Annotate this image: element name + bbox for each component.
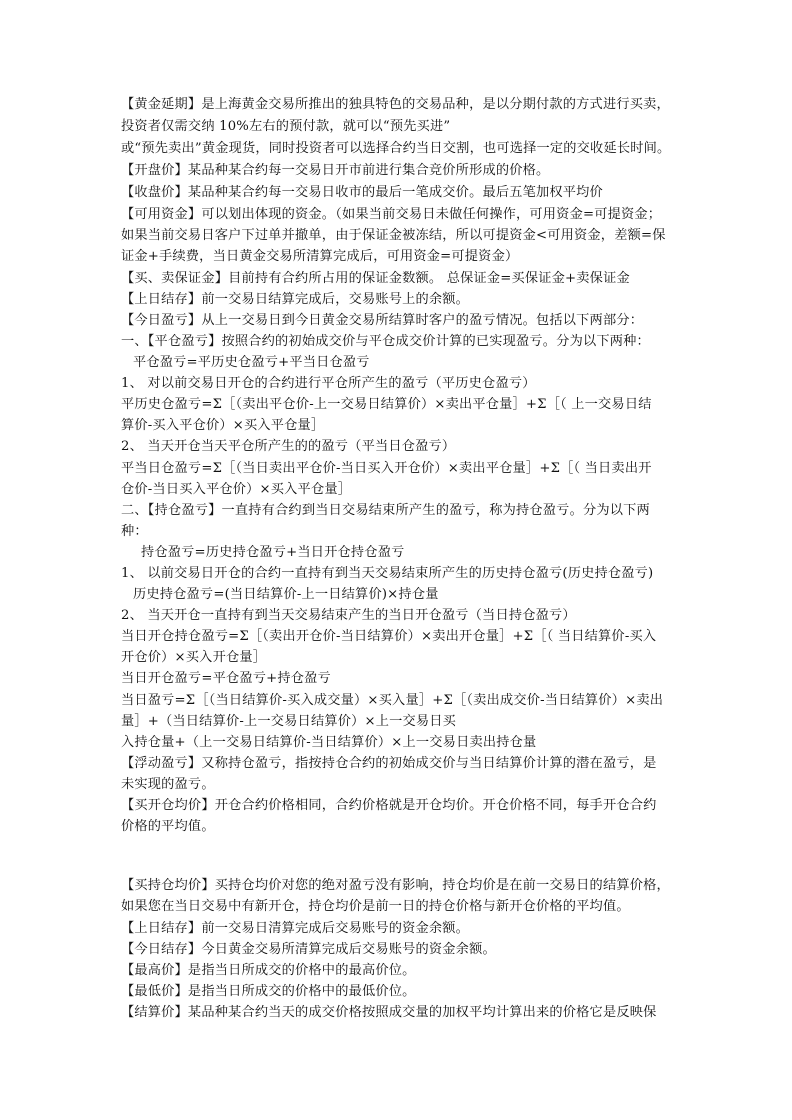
text-line: 二、【持仓盈亏】一直持有合约到当日交易结束所产生的盈亏，称为持仓盈亏。分为以下两 — [121, 503, 650, 518]
formula-line: 持仓盈亏=历史持仓盈亏+当日开仓持仓盈亏 — [141, 545, 405, 560]
formula-line: 平历史仓盈亏=Σ［（卖出平仓价-上一交易日结算价）×卖出平仓量］+Σ［（ 上一交易日结 — [121, 397, 652, 412]
text-line: 如果您在当日交易中有新开仓，持仓均价是前一日的持仓价格与新开仓价格的平均值。 — [121, 899, 630, 914]
text-line: 【上日结存】前一交易日清算完成后交易账号的资金余额。 — [121, 921, 470, 936]
text-line: 种： — [121, 524, 148, 539]
text-line: 1、 以前交易日开仓的合约一直持有到当天交易结束所产生的历史持仓盈亏(历史持仓盈亏) — [121, 566, 654, 581]
text-line: 如果当前交易日客户下过单并撤单，由于保证金被冻结，所以可提资金<可用资金，差额=保 — [121, 228, 666, 243]
formula-line: 当日开仓持仓盈亏=Σ［（卖出开仓价-当日结算价）×卖出开仓量］+Σ［（ 当日结算价-买入 — [121, 629, 657, 644]
text-line: 证金+手续费，当日黄金交易所清算完成后，可用资金=可提资金） — [121, 249, 519, 264]
text-line: 【今日盈亏】从上一交易日到今日黄金交易所结算时客户的盈亏情况。包括以下两部分： — [121, 313, 644, 328]
formula-line: 平当日仓盈亏=Σ［（当日卖出平仓价-当日买入开仓价）×卖出平仓量］+Σ［（ 当日卖出开 — [121, 461, 652, 476]
text-line: 价格的平均值。 — [121, 819, 215, 834]
formula-line: 当日盈亏=Σ［（当日结算价-买入成交量）×买入量］+Σ［（卖出成交价-当日结算价）×卖出 — [121, 693, 664, 708]
formula-line: 量］+（当日结算价-上一交易日结算价）×上一交易日买 — [121, 714, 457, 729]
text-line: 未实现的盈亏。 — [121, 777, 215, 792]
formula-line: 历史持仓盈亏=(当日结算价-上一日结算价)×持仓量 — [133, 587, 439, 602]
formula-line: 算价-买入平仓价）×买入平仓量］ — [121, 418, 325, 433]
text-line: 或“预先卖出”黄金现货，同时投资者可以选择合约当日交割，也可选择一定的交收延长时间。 — [121, 141, 671, 156]
text-line: 【可用资金】可以划出体现的资金。（如果当前交易日未做任何操作，可用资金=可提资金； — [121, 207, 662, 222]
text-line: 【开盘价】某品种某合约每一交易日开市前进行集合竞价所形成的价格。 — [121, 163, 550, 178]
text-line: 1、 对以前交易日开仓的合约进行平仓所产生的盈亏（平历史仓盈亏） — [121, 376, 536, 391]
text-line: 【买开仓均价】开仓合约价格相同，合约价格就是开仓均价。开仓价格不同，每手开仓合约 — [121, 798, 657, 813]
text-line: 一、【平仓盈亏】按照合约的初始成交价与平仓成交价计算的已实现盈亏。分为以下两种： — [121, 334, 650, 349]
text-line: 2、 当天开仓当天平仓所产生的的盈亏（平当日仓盈亏） — [121, 439, 456, 454]
text-line: 【最高价】是指当日所成交的价格中的最高价位。 — [121, 963, 416, 978]
text-line: 【买、卖保证金】目前持有合约所占用的保证金数额。 总保证金=买保证金+卖保证金 — [121, 271, 630, 286]
text-line: 【上日结存】前一交易日结算完成后，交易账号上的余额。 — [121, 292, 470, 307]
formula-line: 当日开仓盈亏=平仓盈亏+持仓盈亏 — [121, 671, 331, 686]
text-line: 【结算价】某品种某合约当天的成交价格按照成交量的加权平均计算出来的价格它是反映保 — [121, 1005, 657, 1020]
text-line: 【今日结存】今日黄金交易所清算完成后交易账号的资金余额。 — [121, 942, 496, 957]
formula-line: 开仓价）×买入开仓量］ — [121, 650, 267, 665]
formula-line: 平仓盈亏=平历史仓盈亏+平当日仓盈亏 — [133, 355, 370, 370]
text-line: 【最低价】是指当日所成交的价格中的最低价位。 — [121, 984, 416, 999]
text-line: 【买持仓均价】买持仓均价对您的绝对盈亏没有影响，持仓均价是在前一交易日的结算价格， — [121, 878, 670, 893]
text-line: 【收盘价】某品种某合约每一交易日收市的最后一笔成交价。最后五笔加权平均价 — [121, 185, 603, 200]
formula-line: 入持仓量+（上一交易日结算价-当日结算价）×上一交易日卖出持仓量 — [121, 735, 537, 750]
formula-line: 仓价-当日买入平仓价）×买入平仓量］ — [121, 482, 352, 497]
text-line: 【浮动盈亏】又称持仓盈亏，指按持仓合约的初始成交价与当日结算价计算的潜在盈亏，是 — [121, 756, 657, 771]
text-line: 2、 当天开仓一直持有到当天交易结束产生的当日开仓盈亏（当日持仓盈亏） — [121, 608, 576, 623]
text-line: 投资者仅需交纳 10%左右的预付款，就可以“预先买进” — [121, 119, 451, 134]
text-line: 【黄金延期】是上海黄金交易所推出的独具特色的交易品种，是以分期付款的方式进行买卖， — [121, 97, 670, 112]
